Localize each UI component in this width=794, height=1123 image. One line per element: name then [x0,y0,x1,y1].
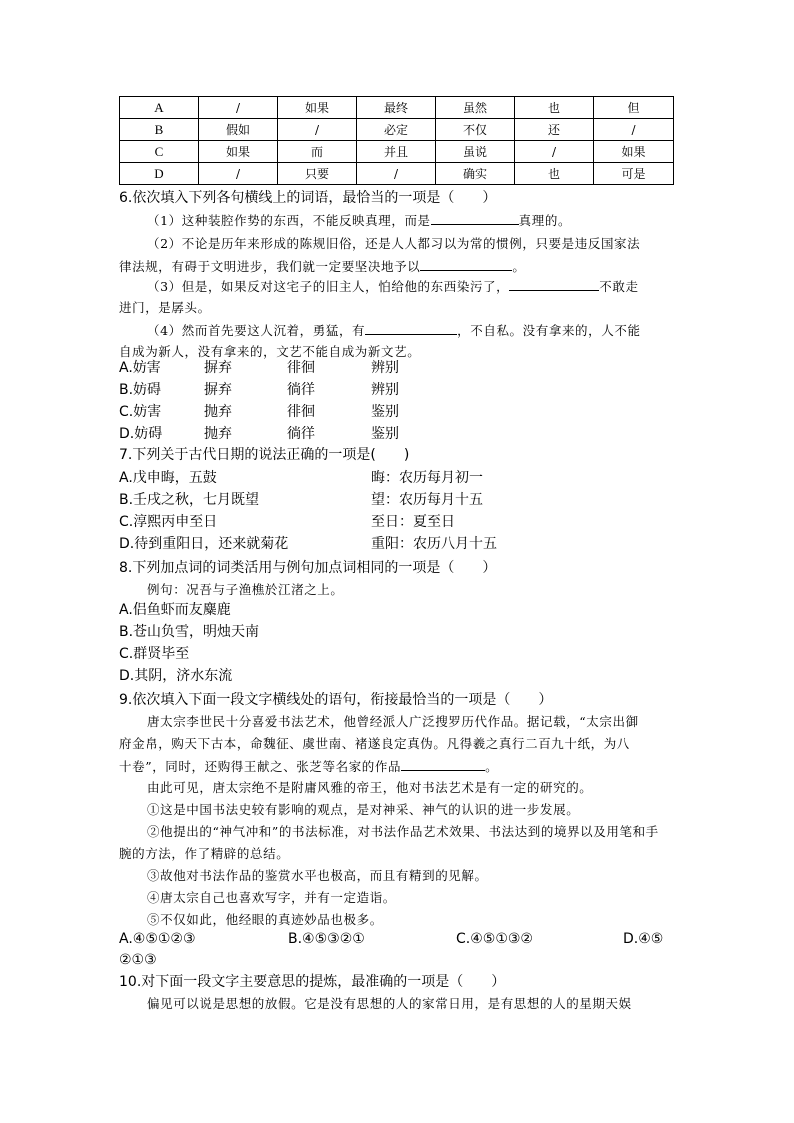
q9-passage-line-1: 唐太宗李世民十分喜爱书法艺术，他曾经派人广泛搜罗历代作品。据记载，“太宗出御 [147,714,639,729]
q7-option[interactable]: A.戊申晦，五鼓 [119,470,217,486]
q6-sentence-1 [147,210,571,231]
table-cell: 并且 [357,141,436,163]
q6-s4-text: （4）然而首先要这人沉着，勇猛，有 [147,323,366,338]
table-cell: 但 [594,97,674,119]
answer-options-table [119,96,674,185]
q7-stem: 7.下列关于古代日期的说法正确的一项是( ) [119,447,410,463]
q6-s3-text: （3）但是，如果反对这宅子的旧主人，怕给他的东西染污了， [147,279,510,294]
table-cell: 如果 [278,97,357,119]
q6-option[interactable]: B.妨碍 [119,382,162,398]
q6-blank-3[interactable] [509,276,599,291]
table-cell: / [515,141,594,163]
table-cell: 不仅 [436,119,515,141]
q6-option-word: 抛弃 [204,426,232,442]
q6-option-word: 徜徉 [287,426,315,442]
q9-item-4: ④唐太宗自己也喜欢写字，并有一定造诣。 [147,890,396,905]
q9-option-c[interactable]: C.④⑤①③② [456,931,533,947]
q6-blank-1[interactable] [431,210,519,225]
q7-option[interactable]: C.淳熙丙申至日 [119,514,218,530]
table-cell: 必定 [357,119,436,141]
table-row-key: D [120,163,199,185]
q9-p3-text: 十卷”，同时，还购得王献之、张芝等名家的作品 [119,759,402,774]
table-row-key: A [120,97,199,119]
q6-option-word: 鉴别 [371,404,399,420]
table-row [120,97,674,119]
q6-option-word: 抛弃 [204,404,232,420]
q7-option-explanation: 晦：农历每月初一 [371,470,483,486]
q6-option-word: 摒弃 [204,382,232,398]
q6-s3-tail: 不敢走 [599,279,639,294]
q9-option-b[interactable]: B.④⑤③②① [288,931,365,947]
q7-option-explanation: 至日：夏至日 [371,514,455,530]
q7-option-explanation: 望：农历每月十五 [371,492,483,508]
q6-option-word: 徘徊 [287,404,315,420]
q9-passage-line-2: 府金帛，购天下古本，命魏征、虞世南、褚遂良定真伪。凡得羲之真行二百九十纸，为八 [119,736,630,751]
q6-sentence-4a [147,320,641,341]
table-cell: 也 [515,163,594,185]
q6-s1-end: 真理的。 [518,213,572,228]
q6-s1-text: （1）这种装腔作势的东西，不能反映真理，而是 [147,213,431,228]
q9-option-d[interactable]: D.④⑤ [623,931,664,947]
table-row [120,141,674,163]
q9-p3-end: 。 [485,759,499,774]
table-cell: 假如 [199,119,278,141]
q6-option[interactable]: D.妨碍 [119,426,163,442]
q6-option[interactable]: C.妨害 [119,404,162,420]
table-row-key: C [120,141,199,163]
q6-s2-text: 律法规，有碍于文明进步，我们就一定要坚决地予以 [119,259,421,274]
table-row-key: B [120,119,199,141]
table-cell: / [594,119,674,141]
q6-option-word: 辨别 [371,382,399,398]
q6-option-word: 辨别 [371,360,399,376]
q9-option-d-cont: ②①③ [119,952,157,968]
q6-sentence-2a: （2）不论是历年来形成的陈规旧俗，还是人人都习以为常的惯例，只要是违反国家法 [147,236,641,251]
table-cell: 还 [515,119,594,141]
q7-option-explanation: 重阳：农历八月十五 [371,536,497,552]
q8-option[interactable]: A.侣鱼虾而友麋鹿 [119,602,231,618]
q9-item-1: ①这是中国书法史较有影响的观点，是对神采、神气的认识的进一步发展。 [147,802,580,817]
answer-options-table-body [120,97,674,185]
q6-s2-end: 。 [512,259,526,274]
table-row [120,119,674,141]
table-cell: 确实 [436,163,515,185]
table-cell: 而 [278,141,357,163]
q6-blank-4[interactable] [365,320,457,335]
table-cell: 只要 [278,163,357,185]
q8-stem: 8.下列加点词的词类活用与例句加点词相同的一项是（ ） [119,560,497,576]
q6-sentence-3b: 进门，是孱头。 [119,300,211,315]
q9-item-5: ⑤不仅如此，他经眼的真迹妙品也极多。 [147,912,383,927]
q10-stem: 10.对下面一段文字主要意思的提炼，最准确的一项是（ ） [119,974,506,990]
table-cell: / [199,163,278,185]
q8-option[interactable]: B.苍山负雪，明烛天南 [119,624,260,640]
table-cell: / [278,119,357,141]
q6-stem: 6.依次填入下列各句横线上的词语，最恰当的一项是（ ） [119,190,497,206]
table-cell: 如果 [594,141,674,163]
q7-option[interactable]: D.待到重阳日，还来就菊花 [119,536,289,552]
q9-item-2a: ②他提出的“神气冲和”的书法标准，对书法作品艺术效果、书法达到的境界以及用笔和手 [147,824,659,839]
q6-sentence-3a [147,276,639,297]
q9-passage-line-3 [119,756,498,777]
table-cell: 可是 [594,163,674,185]
q6-option[interactable]: A.妨害 [119,360,161,376]
q6-s4-tail: ，不自私。没有拿来的，人不能 [457,323,641,338]
q9-option-a[interactable]: A.④⑤①②③ [119,931,196,947]
q7-option[interactable]: B.壬戌之秋，七月既望 [119,492,260,508]
table-cell: 如果 [199,141,278,163]
q8-option[interactable]: D.其阴，济水东流 [119,668,233,684]
table-row [120,163,674,185]
q6-option-word: 摒弃 [204,360,232,376]
q9-item-3: ③故他对书法作品的鉴赏水平也极高，而且有精到的见解。 [147,868,488,883]
q8-example: 例句：况吾与子渔樵於江渚之上。 [147,582,344,597]
q6-sentence-2b [119,256,525,277]
q6-option-word: 徜徉 [287,382,315,398]
table-cell: 虽说 [436,141,515,163]
q6-blank-2[interactable] [420,256,512,271]
q6-sentence-4b: 自成为新人，没有拿来的，文艺不能自成为新文艺。 [119,344,421,359]
q9-stem: 9.依次填入下面一段文字横线处的语句，衔接最恰当的一项是（ ） [119,692,553,708]
table-cell: / [199,97,278,119]
q9-blank[interactable] [401,756,485,771]
q6-option-word: 鉴别 [371,426,399,442]
q9-passage-line-4: 由此可见，唐太宗绝不是附庸风雅的帝王，他对书法艺术是有一定的研究的。 [147,780,593,795]
table-cell: 也 [515,97,594,119]
q8-option[interactable]: C.群贤毕至 [119,646,190,662]
q6-option-word: 徘徊 [287,360,315,376]
table-cell: 虽然 [436,97,515,119]
table-cell: / [357,163,436,185]
q9-item-2b: 腕的方法，作了精辟的总结。 [119,846,290,861]
q10-passage-line-1: 偏见可以说是思想的放假。它是没有思想的人的家常日用，是有思想的人的星期天娱 [147,996,632,1011]
table-cell: 最终 [357,97,436,119]
